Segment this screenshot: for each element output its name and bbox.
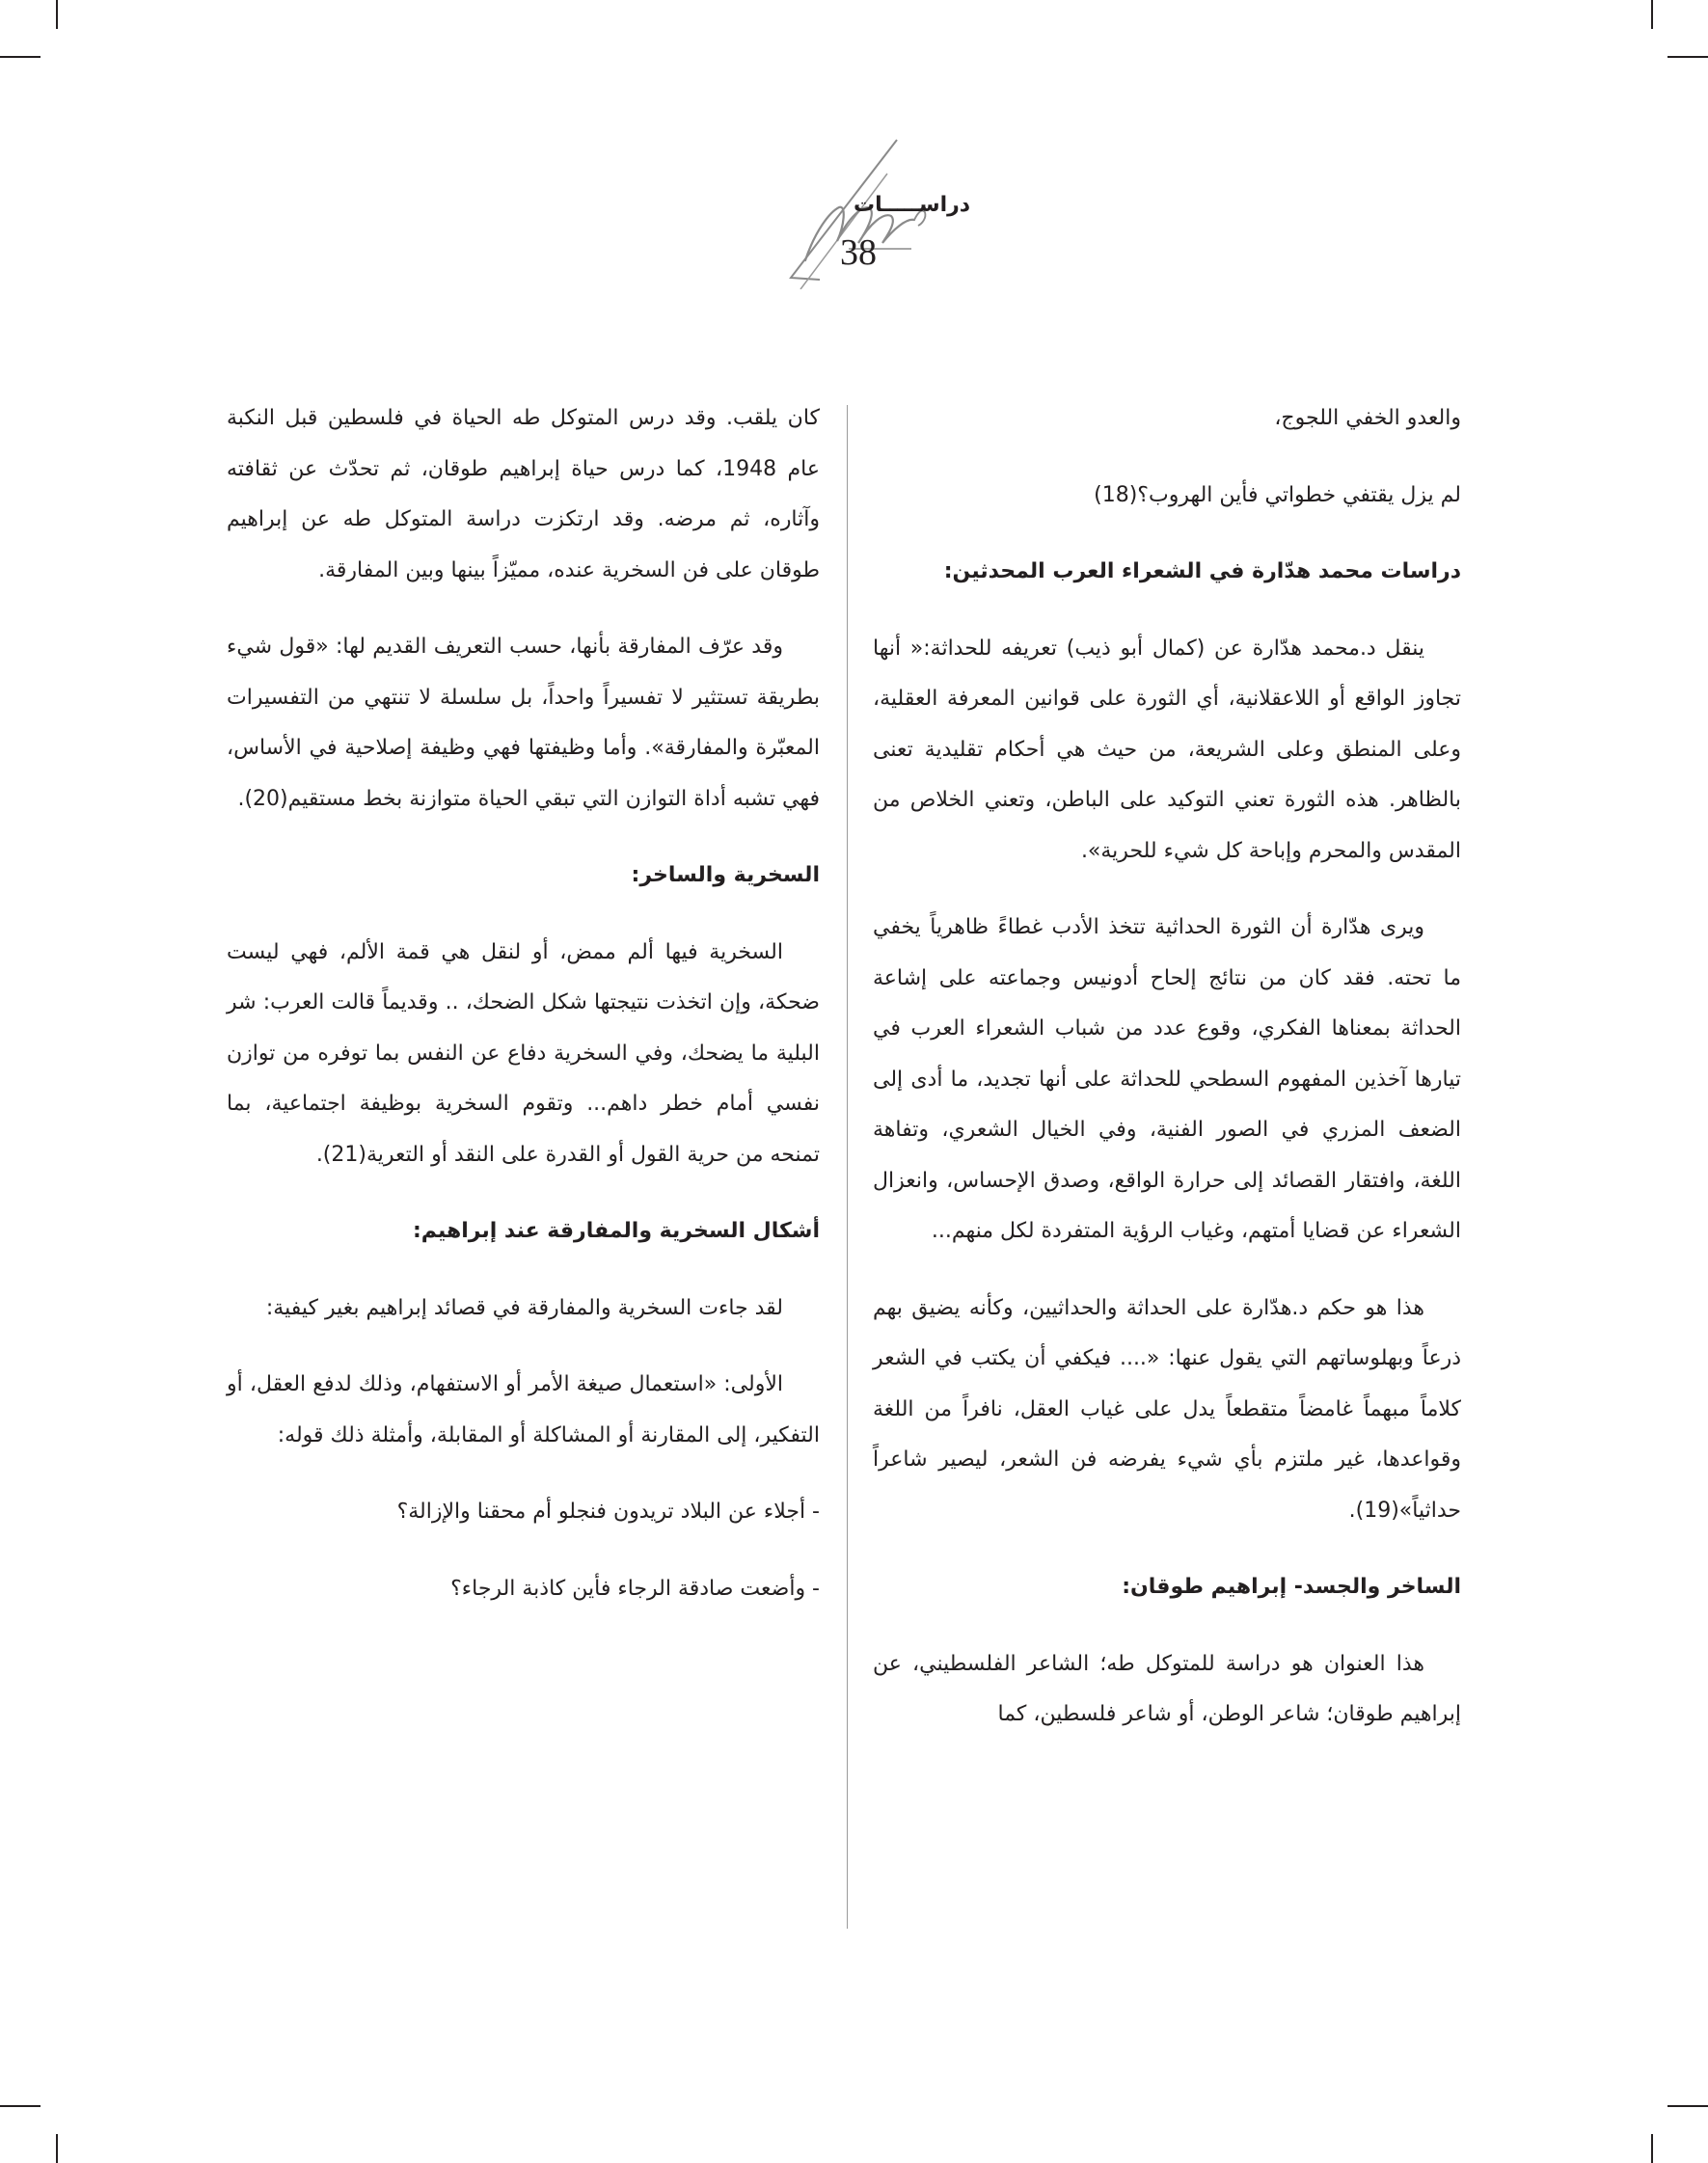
crop-mark-bottom-right-h — [1667, 2105, 1708, 2107]
paragraph: ينقل د.محمد هدّارة عن (كمال أبو ذيب) تعريفه للحداثة:« أنها تجاوز الواقع أو اللاعقلانية، أي الثورة على قوانين المعرفة العقلية، وعلى المنطق وعلى الشريعة، من حيث هي أحكام تقليدية تعنى بالظاهر. هذه الثورة تعني التوكيد على الباطن، وتعني الخلاص من المقدس والمحرم وإباحة كل شيء للحرية». — [873, 635, 1461, 863]
section-label: دراســـــات — [854, 193, 971, 217]
quoted-verse: - وأضعت صادقة الرجاء فأين كاذبة الرجاء؟ — [450, 1576, 820, 1601]
verse-line: لم يزل يقتفي خطواتي فأين الهروب؟(18) — [1094, 482, 1461, 507]
paragraph: هذا العنوان هو دراسة للمتوكل طه؛ الشاعر الفلسطيني، عن إبراهيم طوقان؛ شاعر الوطن، أو شاعر فلسطين، كما — [873, 1651, 1461, 1726]
page-header — [704, 135, 1022, 289]
column-divider — [847, 405, 848, 1929]
paragraph: لقد جاءت السخرية والمفارقة في قصائد إبراهيم بغير كيفية: — [265, 1295, 783, 1320]
crop-mark-bottom-left-h — [0, 2105, 41, 2107]
crop-mark-top-left — [56, 0, 58, 29]
crop-mark-bottom-right — [1651, 2134, 1653, 2163]
right-column — [873, 393, 1461, 1767]
crop-mark-top-right — [1651, 0, 1653, 29]
section-heading: أشكال السخرية والمفارقة عند إبراهيم: — [412, 1219, 820, 1243]
crop-mark-top-right-h — [1667, 56, 1708, 58]
section-heading: الساخر والجسد- إبراهيم طوقان: — [1122, 1575, 1461, 1599]
paragraph: السخرية فيها ألم ممض، أو لنقل هي قمة الألم، فهي ليست ضحكة، وإن اتخذت نتيجتها شكل الضحك، .. وقديماً قالت العرب: شر البلية ما يضحك، وفي السخرية دفاع عن النفس بما توفره من توازن نفسي أمام خطر داهم... وتقوم السخرية بوظيفة اجتماعية، بما تمنحه من حرية القول أو القدرة على النقد أو التعرية(21). — [227, 939, 820, 1167]
verse-line: والعدو الخفي اللجوج، — [1274, 406, 1461, 430]
paragraph: ويرى هدّارة أن الثورة الحداثية تتخذ الأدب غطاءً ظاهرياً يخفي ما تحته. فقد كان من نتائج إلحاح أدونيس وجماعته على إشاعة الحداثة بمعناها الفكري، وقوع عدد من شباب الشعراء العرب في تيارها آخذين المفهوم السطحي للحداثة على أنها تجديد، ما أدى إلى الضعف المزري في الصور الفنية، وفي الخيال الشعري، وتفاهة اللغة، وافتقار القصائد إلى حرارة الواقع، وصدق الإحساس، وانعزال الشعراء عن قضايا أمتهم، وغياب الرؤية المتفردة لكل منهم... — [873, 915, 1461, 1243]
left-column — [227, 393, 820, 1640]
quoted-verse: - أجلاء عن البلاد تريدون فنجلو أم محقنا والإزالة؟ — [396, 1500, 820, 1524]
paragraph: كان يلقب. وقد درس المتوكل طه الحياة في فلسطين قبل النكبة عام 1948، كما درس حياة إبراهيم طوقان، ثم تحدّث عن ثقافته وآثاره، ثم مرضه. وقد ارتكزت دراسة المتوكل طه عن إبراهيم طوقان على فن السخرية عنده، مميّزاً بينها وبين المفارقة. — [227, 406, 820, 582]
section-heading: السخرية والساخر: — [631, 863, 820, 887]
page-number: 38 — [840, 232, 877, 273]
paragraph: الأولى: «استعمال صيغة الأمر أو الاستفهام، وذلك لدفع العقل، أو التفكير، إلى المقارنة أو المشاكلة أو المقابلة، وأمثلة ذلك قوله: — [227, 1372, 820, 1447]
paragraph: هذا هو حكم د.هدّارة على الحداثة والحداثيين، وكأنه يضيق بهم ذرعاً وبهلوساتهم التي يقول عنها: «.... فيكفي أن يكتب في الشعر كلاماً مبهماً غامضاً متقطعاً يدل على غياب العقل، نافراً من اللغة وقواعدها، غير ملتزم بأي شيء يفرضه فن الشعر، ليصير شاعراً حداثياً»(19). — [873, 1295, 1461, 1523]
paragraph: وقد عرّف المفارقة بأنها، حسب التعريف القديم لها: «قول شيء بطريقة تستثير لا تفسيراً واحداً، بل سلسلة لا تنتهي من التفسيرات المعبّرة والمفارقة». وأما وظيفتها فهي وظيفة إصلاحية في الأساس، فهي تشبه أداة التوازن التي تبقي الحياة متوازنة بخط مستقيم(20). — [227, 635, 820, 811]
crop-mark-bottom-left — [56, 2134, 58, 2163]
crop-mark-top-left-h — [0, 56, 41, 58]
section-heading: دراسات محمد هدّارة في الشعراء العرب المحدثين: — [943, 559, 1461, 583]
